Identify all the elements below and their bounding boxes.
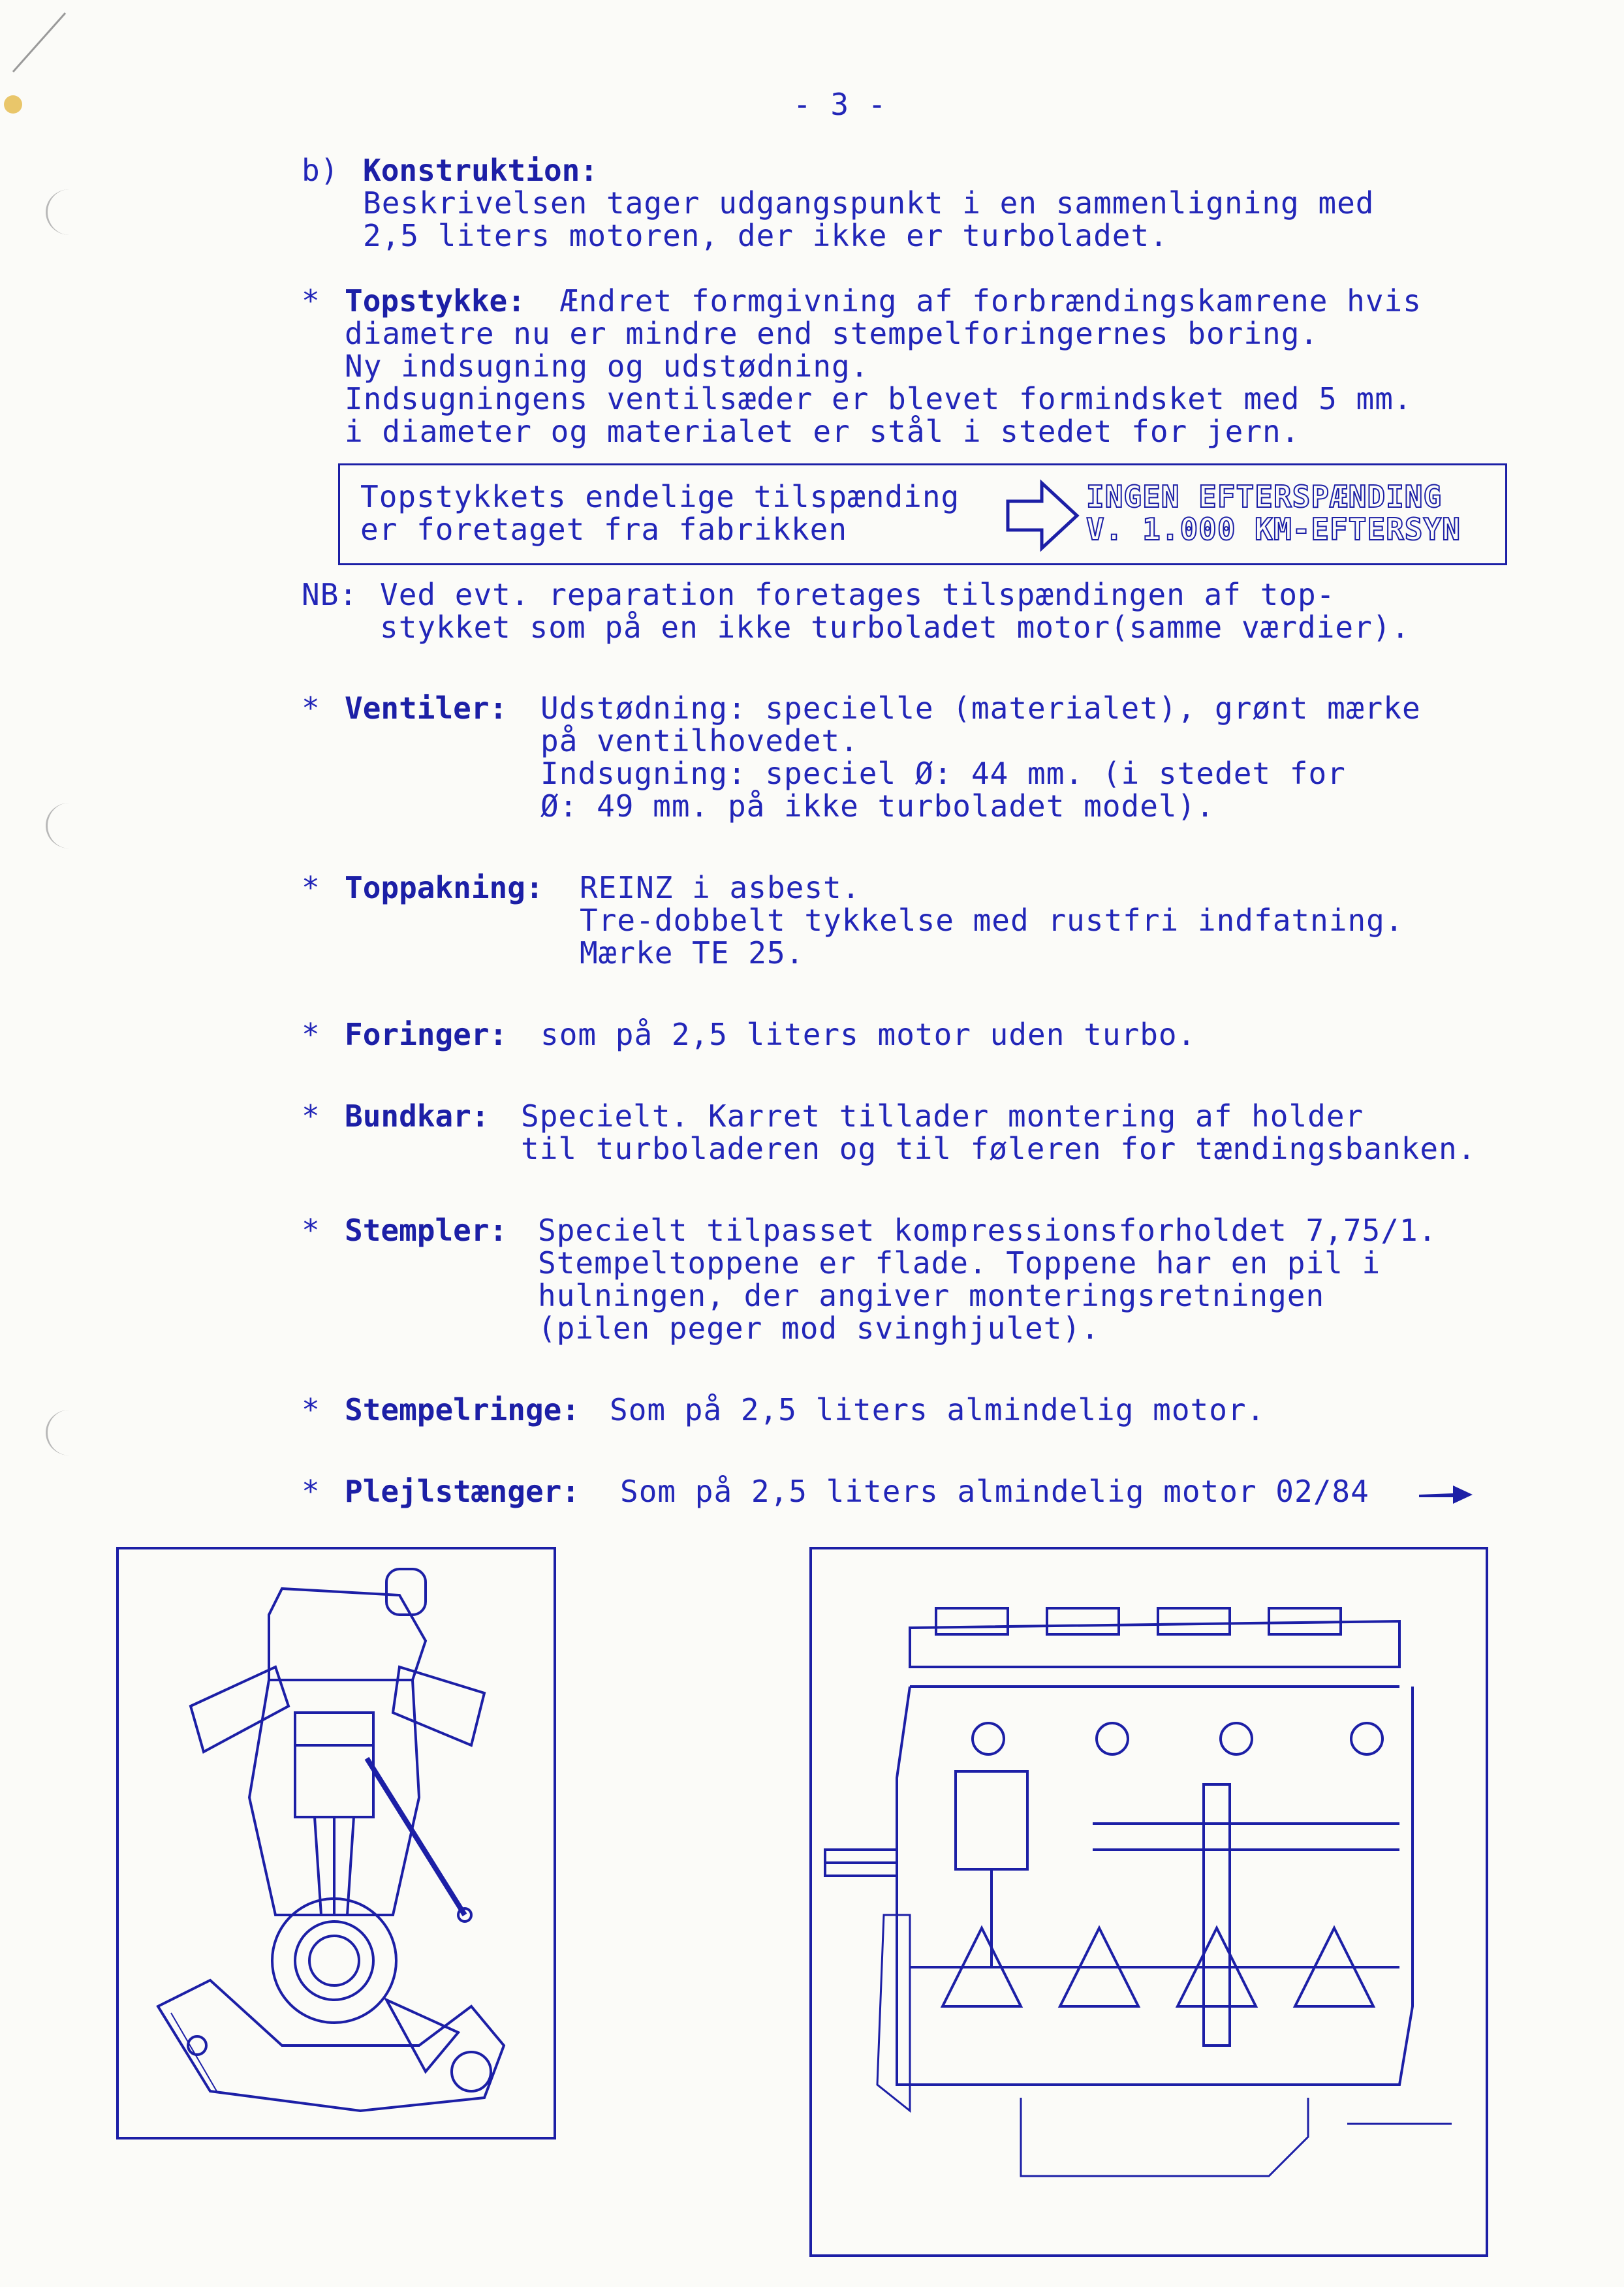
bullet: * (302, 870, 320, 905)
nb-line: Ved evt. reparation foretages tilspændingen af top- (380, 577, 1335, 612)
notice-right-line: INGEN EFTERSPÆNDING (1086, 479, 1443, 514)
notice-left-line: er foretaget fra fabrikken (360, 512, 848, 547)
foringer-text: som på 2,5 liters motor uden turbo. (540, 1017, 1196, 1052)
ventiler-line: Indsugning: speciel Ø: 44 mm. (i stedet for (540, 756, 1346, 791)
page-corner-mark (0, 0, 91, 131)
topstykke-line: diametre nu er mindre end stempelforingernes boring. (345, 316, 1319, 351)
notice-right-line: V. 1.000 KM-EFTERSYN (1086, 512, 1461, 547)
bullet: * (302, 1213, 320, 1248)
engine-cross-section-figure (116, 1547, 556, 2139)
nb-label: NB: (302, 577, 358, 612)
section-line: Beskrivelsen tager udgangspunkt i en sammenligning med (363, 185, 1375, 221)
bullet: * (302, 1098, 320, 1134)
punch-hole-mark (46, 803, 93, 848)
topstykke-line: i diameter og materialet er stål i stedet for jern. (345, 414, 1300, 449)
section-line: 2,5 liters motoren, der ikke er turboladet. (363, 218, 1168, 253)
bullet: * (302, 691, 320, 726)
topstykke-line: Indsugningens ventilsæder er blevet formindsket med 5 mm. (345, 381, 1413, 416)
ventiler-line: Ø: 49 mm. på ikke turboladet model). (540, 788, 1215, 824)
topstykke-first-line: Ændret formgivning af forbrændingskamrene hvis (560, 283, 1422, 319)
section-title: Konstruktion: (363, 153, 599, 188)
stempelringe-text: Som på 2,5 liters almindelig motor. (610, 1392, 1266, 1427)
ventiler-line: Udstødning: specielle (materialet), grønt mærke (540, 691, 1421, 726)
bundkar-line: Specielt. Karret tillader montering af holder (521, 1098, 1364, 1134)
stempelringe-label: Stempelringe: (345, 1392, 580, 1427)
right-arrow-icon (1416, 1480, 1475, 1506)
bullet: * (302, 1474, 320, 1509)
punch-hole-mark (46, 189, 93, 235)
plejlstaenger-text: Som på 2,5 liters almindelig motor 02/84 (620, 1474, 1369, 1509)
engine-longitudinal-section-figure (809, 1547, 1488, 2257)
toppakning-line: Mærke TE 25. (580, 935, 805, 971)
stempler-label: Stempler: (345, 1213, 508, 1248)
hollow-arrow-icon (1004, 476, 1082, 555)
bullet: * (302, 1017, 320, 1052)
bundkar-line: til turboladeren og til føleren for tændingsbanken. (521, 1131, 1476, 1166)
toppakning-line: Tre-dobbelt tykkelse med rustfri indfatning. (580, 903, 1404, 938)
section-prefix: b) (302, 153, 339, 188)
stempler-line: hulningen, der angiver monteringsretningen (538, 1278, 1325, 1313)
topstykke-label: Topstykke: (345, 283, 525, 319)
toppakning-line: REINZ i asbest. (580, 870, 861, 905)
notice-left-line: Topstykkets endelige tilspænding (360, 479, 960, 514)
page-number: - 3 - (793, 87, 887, 122)
stempler-line: Specielt tilpasset kompressionsforholdet 7,75/1. (538, 1213, 1437, 1248)
bundkar-label: Bundkar: (345, 1098, 490, 1134)
foringer-label: Foringer: (345, 1017, 508, 1052)
ventiler-label: Ventiler: (345, 691, 508, 726)
punch-hole-mark (46, 1410, 93, 1455)
nb-line: stykket som på en ikke turboladet motor(samme værdier). (380, 610, 1411, 645)
stempler-line: (pilen peger mod svinghjulet). (538, 1311, 1100, 1346)
bullet: * (302, 1392, 320, 1427)
toppakning-label: Toppakning: (345, 870, 544, 905)
stempler-line: Stempeltoppene er flade. Toppene har en pil i (538, 1245, 1381, 1281)
plejlstaenger-label: Plejlstænger: (345, 1474, 580, 1509)
topstykke-line: Ny indsugning og udstødning. (345, 349, 869, 384)
bullet: * (302, 283, 320, 319)
ventiler-line: på ventilhovedet. (540, 723, 859, 758)
